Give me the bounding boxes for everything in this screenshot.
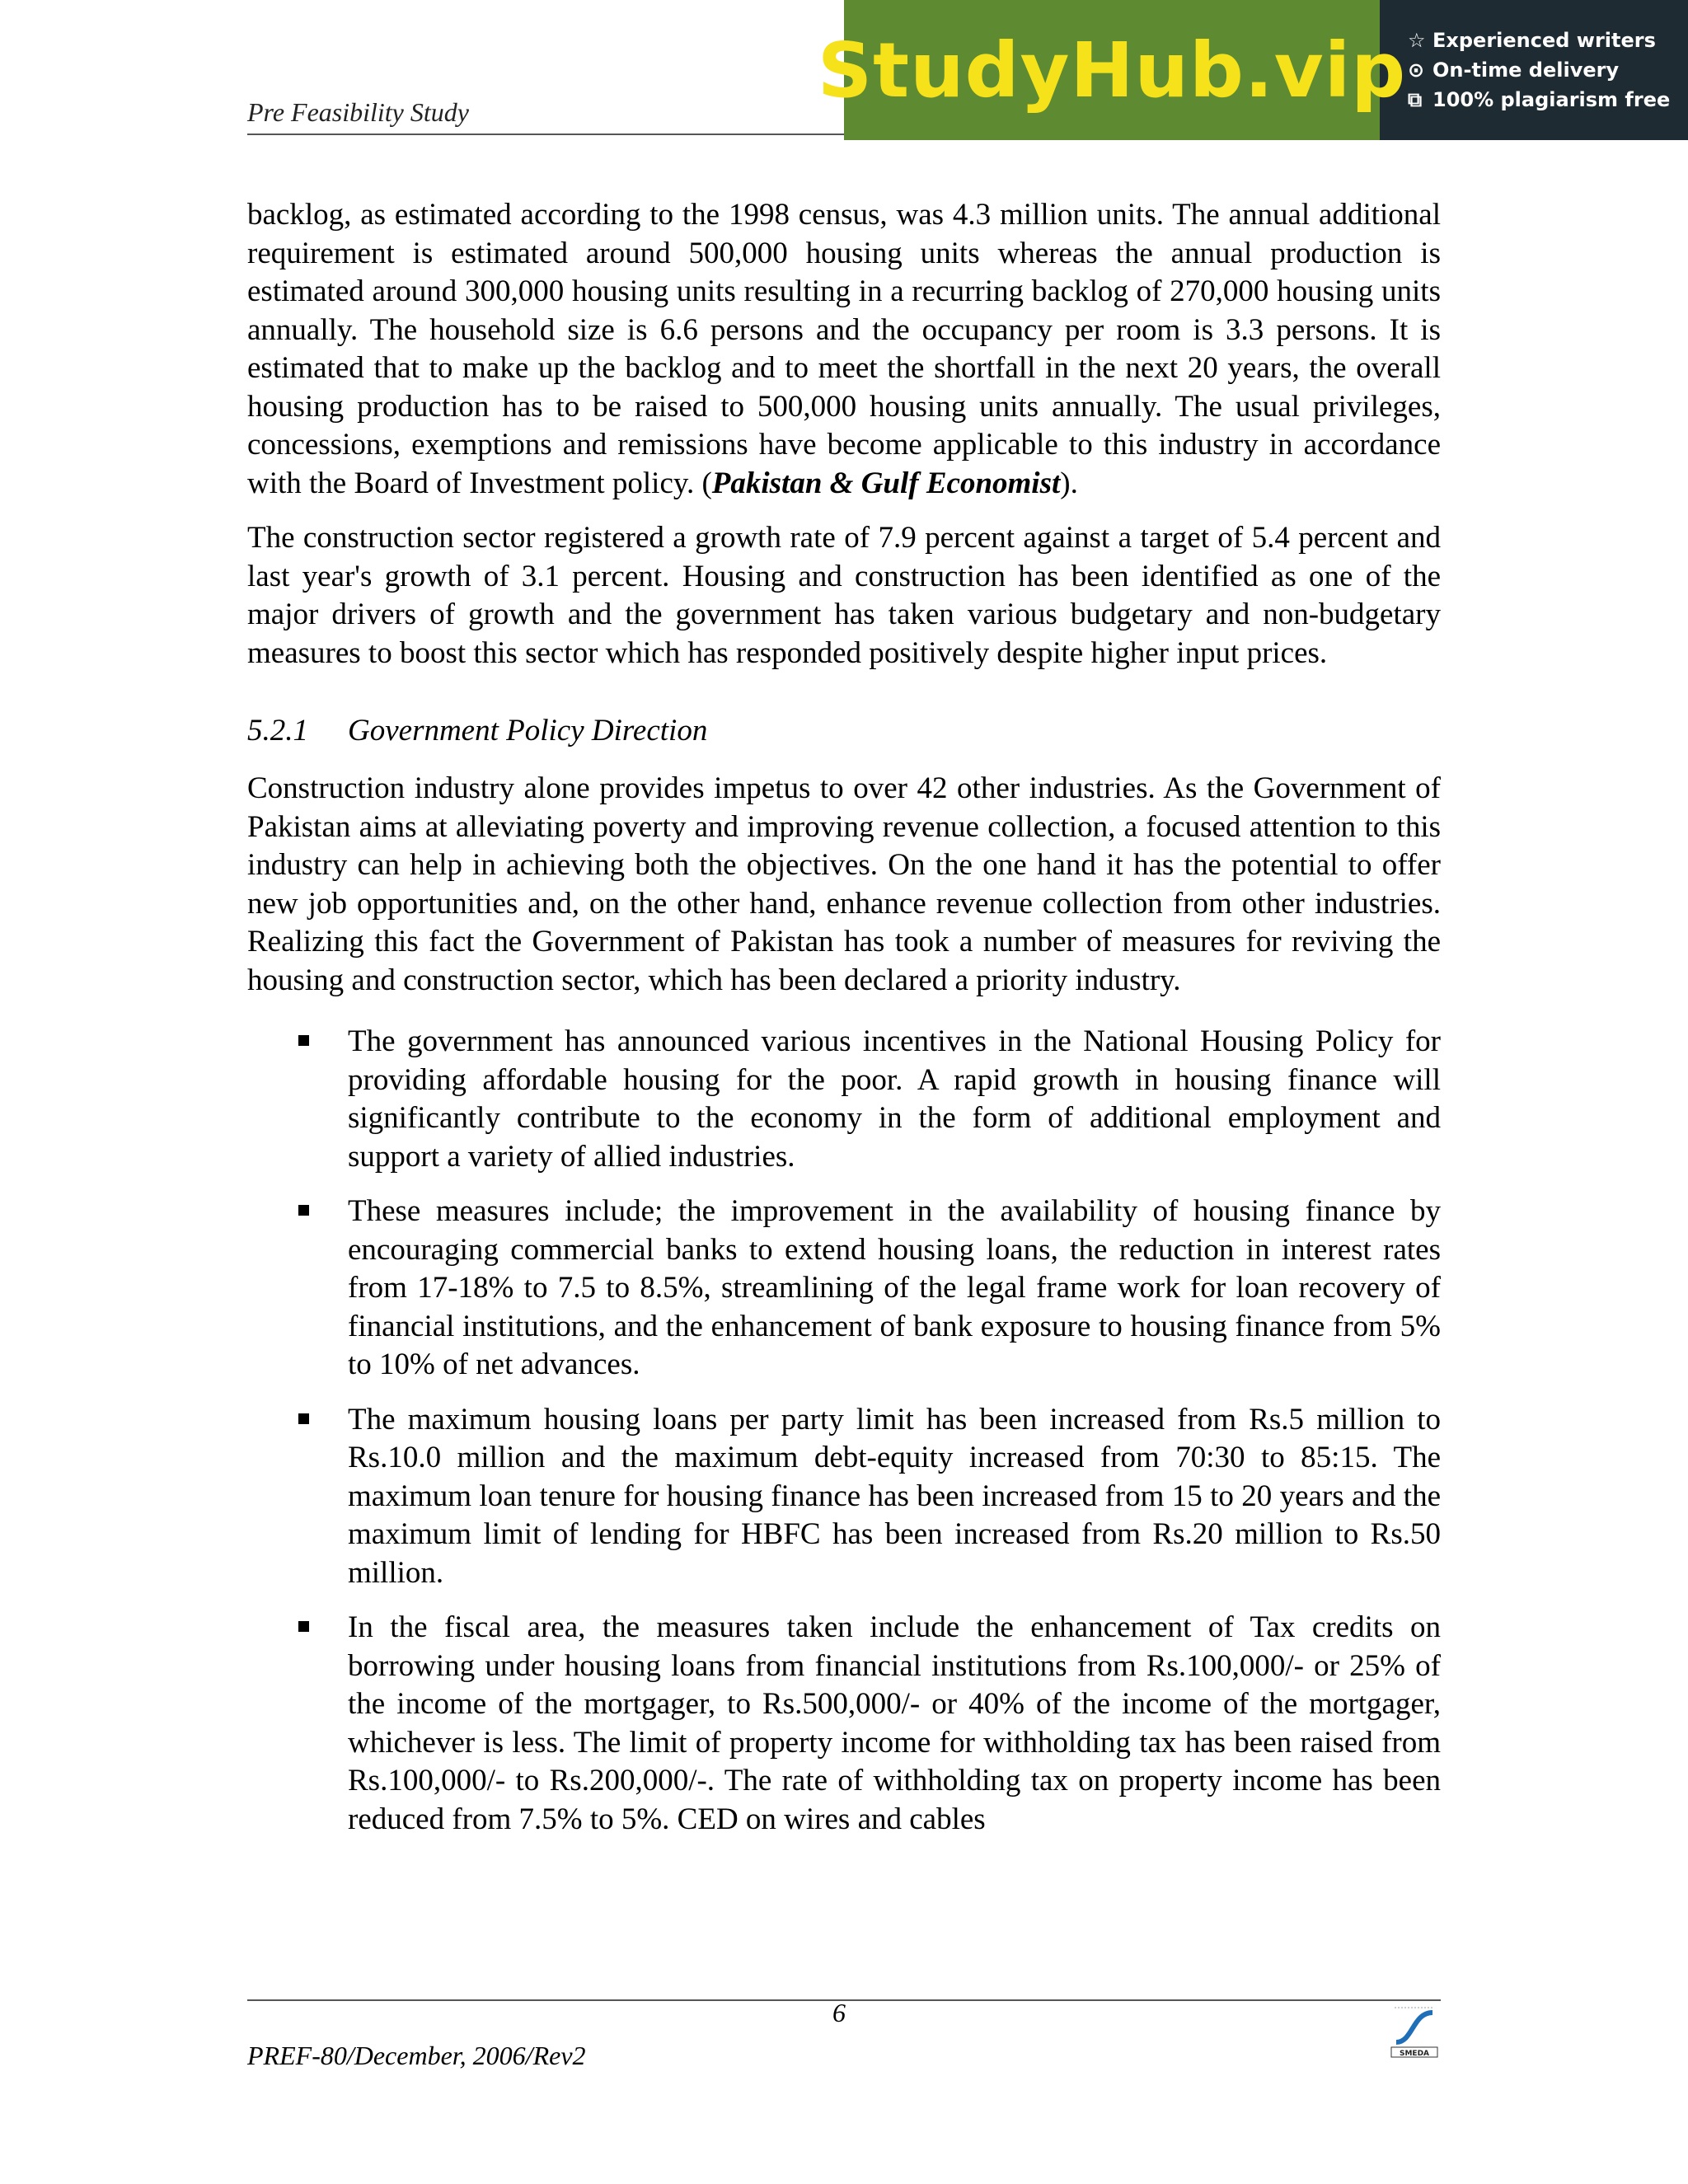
star-icon: ☆ (1408, 29, 1426, 52)
bullet-square-icon (298, 1035, 309, 1046)
paragraph-construction-industry: Construction industry alone provides impetus to over 42 other industries. As the Government of Pakistan aims at alleviating poverty and improving revenue collection, a focused attention to this industry can help in achieving both the objectives. On the one hand it has the potential to offer new job opportunities and, on the other hand, enhance revenue collection from other industries. Realizing this fact the Government of Pakistan has took a number of measures for reviving the housing and construction sector, which has been declared a priority industry. (247, 771, 1441, 997)
section-number: 5.2.1 (247, 714, 308, 748)
list-item-text: The government has announced various incentives in the National Housing Policy for providing affordable housing for the poor. A rapid growth in housing finance will significantly contribute to the economy in the form of additional employment and support a variety of allied industries. (348, 1024, 1441, 1174)
studyhub-logo-text: StudyHub.vip (817, 26, 1407, 115)
running-header-title: Pre Feasibility Study (247, 97, 469, 127)
list-item (348, 1023, 1441, 1176)
paragraph-text: backlog, as estimated according to the 1998 census, was 4.3 million units. The annual additional requirement is estimated around 500,000 housing units whereas the annual production is estimated around 300,000 housing units resulting in a recurring backlog of 270,000 housing units annually. The household size is 6.6 persons and the occupancy per room is 3.3 persons. It is estimated that to make up the backlog and to meet the shortfall in the next 20 years, the overall housing production has to be raised to 500,000 housing units annually. The usual privileges, concessions, exemptions and remissions have become applicable to this industry in accordance with the Board of Investment policy. ( (247, 198, 1441, 500)
section-heading (247, 712, 1441, 750)
smeda-logo-icon (1388, 2001, 1441, 2059)
feature-label: On-time delivery (1432, 59, 1620, 82)
document-reference: PREF-80/December, 2006/Rev2 (247, 2041, 586, 2070)
banner-feature-list (1380, 0, 1688, 140)
policy-measures-list (247, 1023, 1441, 1839)
bullet-square-icon (298, 1205, 309, 1216)
studyhub-ad-banner[interactable] (817, 0, 1688, 140)
feature-plagiarism-free (1408, 88, 1688, 111)
bullet-square-icon (298, 1413, 309, 1424)
document-body (247, 196, 1441, 1855)
clock-icon: ⊙ (1408, 59, 1425, 82)
feature-label: Experienced writers (1432, 29, 1656, 52)
studyhub-logo[interactable] (817, 0, 1407, 140)
source-citation: Pakistan & Gulf Economist (711, 466, 1061, 500)
feature-label: 100% plagiarism free (1432, 88, 1671, 111)
feature-experienced-writers (1408, 29, 1688, 52)
smeda-logo-text: SMEDA (1399, 2050, 1430, 2058)
list-item (348, 1609, 1441, 1839)
paragraph-construction-growth: The construction sector registered a growth rate of 7.9 percent against a target of 5.4 percent and last year's growth of 3.1 percent. Housing and construction has been identified as one of the major drivers of growth and the government has taken various budgetary and non-budgetary measures to boost this sector which has responded positively despite higher input prices. (247, 521, 1441, 670)
list-item-text: In the fiscal area, the measures taken include the enhancement of Tax credits on borrowing under housing loans from financial institutions from Rs.100,000/- or 25% of the income of the mortgager, to Rs.500,000/- or 40% of the income of the mortgager, whichever is less. The limit of property income for withholding tax has been raised from Rs.100,000/- to Rs.200,000/-. The rate of withholding tax on property income has been reduced from 7.5% to 5%. CED on wires and cables (348, 1610, 1441, 1836)
bullet-square-icon (298, 1621, 309, 1632)
list-item (348, 1401, 1441, 1593)
page-number: 6 (832, 1998, 846, 2027)
list-item-text: These measures include; the improvement in the availability of housing finance by encouraging commercial banks to extend housing loans, the reduction in interest rates from 17-18% to 7.5 to 8.5%, streamlining of the legal frame work for loan recovery of financial institutions, and the enhancement of bank exposure to housing finance from 5% to 10% of net advances. (348, 1194, 1441, 1381)
paragraph-housing-backlog (247, 196, 1441, 503)
copy-icon: ⧉ (1408, 88, 1423, 111)
paragraph-text: ). (1060, 466, 1078, 500)
section-title: Government Policy Direction (348, 714, 708, 748)
feature-on-time-delivery (1408, 59, 1688, 82)
list-item-text: The maximum housing loans per party limit has been increased from Rs.5 million to Rs.10.0 million and the maximum debt-equity increased from 70:30 to 85:15. The maximum loan tenure for housing finance has been increased from 15 to 20 years and the maximum limit of lending for HBFC has been increased from Rs.20 million to Rs.50 million. (348, 1402, 1441, 1590)
list-item (348, 1193, 1441, 1385)
